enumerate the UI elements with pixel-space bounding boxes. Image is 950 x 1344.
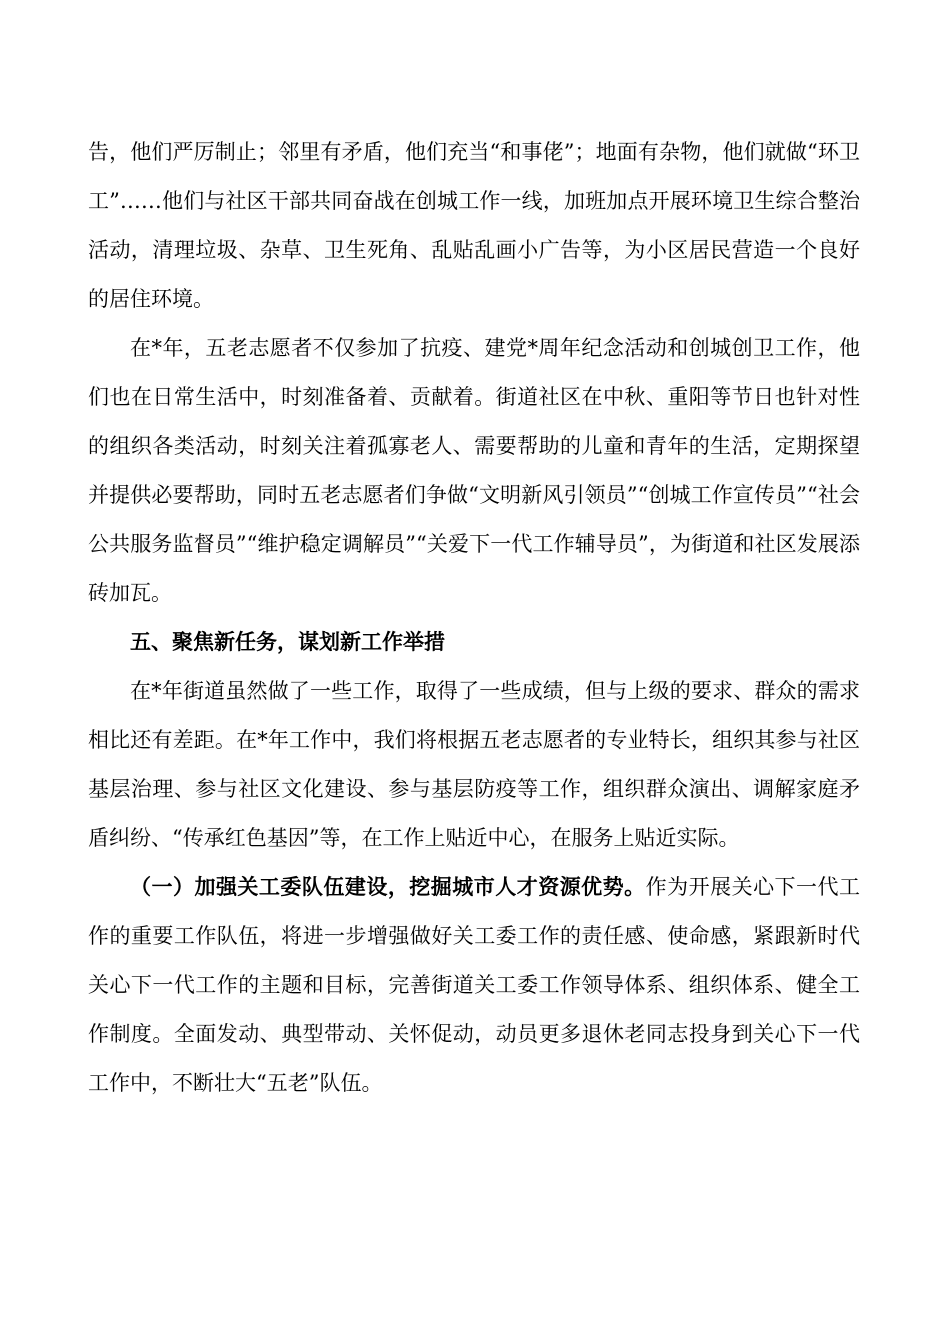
- document-page: [88, 128, 860, 1108]
- paragraph-continued: 告，他们严厉制止；邻里有矛盾，他们充当“和事佬”；地面有杂物，他们就做“环卫工”……他们与社区干部共同奋战在创城工作一线，加班加点开展环境卫生综合整治活动，清理垃圾、杂草、卫生死角、乱贴乱画小广告等，为小区居民营造一个良好的居住环境。: [88, 140, 860, 311]
- subheading-one: （一）加强关工委队伍建设，挖掘城市人才资源优势。: [130, 875, 646, 899]
- section-heading-five: 五、聚焦新任务，谋划新工作举措: [130, 630, 445, 654]
- paragraph-team-building-body: 作为开展关心下一代工作的重要工作队伍，将进一步增强做好关工委工作的责任感、使命感，紧跟新时代关心下一代工作的主题和目标，完善街道关工委工作领导体系、组织体系、健全工作制度。全面发动、典型带动、关怀促动，动员更多退休老同志投身到关心下一代工作中，不断壮大“五老”队伍。: [88, 875, 861, 1095]
- paragraph-new-tasks: 在*年街道虽然做了一些工作，取得了一些成绩，但与上级的要求、群众的需求相比还有差距。在*年工作中，我们将根据五老志愿者的专业特长，组织其参与社区基层治理、参与社区文化建设、参与基层防疫等工作，组织群众演出、调解家庭矛盾纠纷、“传承红色基因”等，在工作上贴近中心，在服务上贴近实际。: [88, 679, 860, 850]
- paragraph-volunteers: 在*年，五老志愿者不仅参加了抗疫、建党*周年纪念活动和创城创卫工作，他们也在日常生活中，时刻准备着、贡献着。街道社区在中秋、重阳等节日也针对性的组织各类活动，时刻关注着孤寡老人、需要帮助的儿童和青年的生活，定期探望并提供必要帮助，同时五老志愿者们争做“文明新风引领员”“创城工作宣传员”“社会公共服务监督员”“维护稳定调解员”“关爱下一代工作辅导员”，为街道和社区发展添砖加瓦。: [88, 336, 860, 605]
- paragraph-team-building: [88, 863, 860, 1108]
